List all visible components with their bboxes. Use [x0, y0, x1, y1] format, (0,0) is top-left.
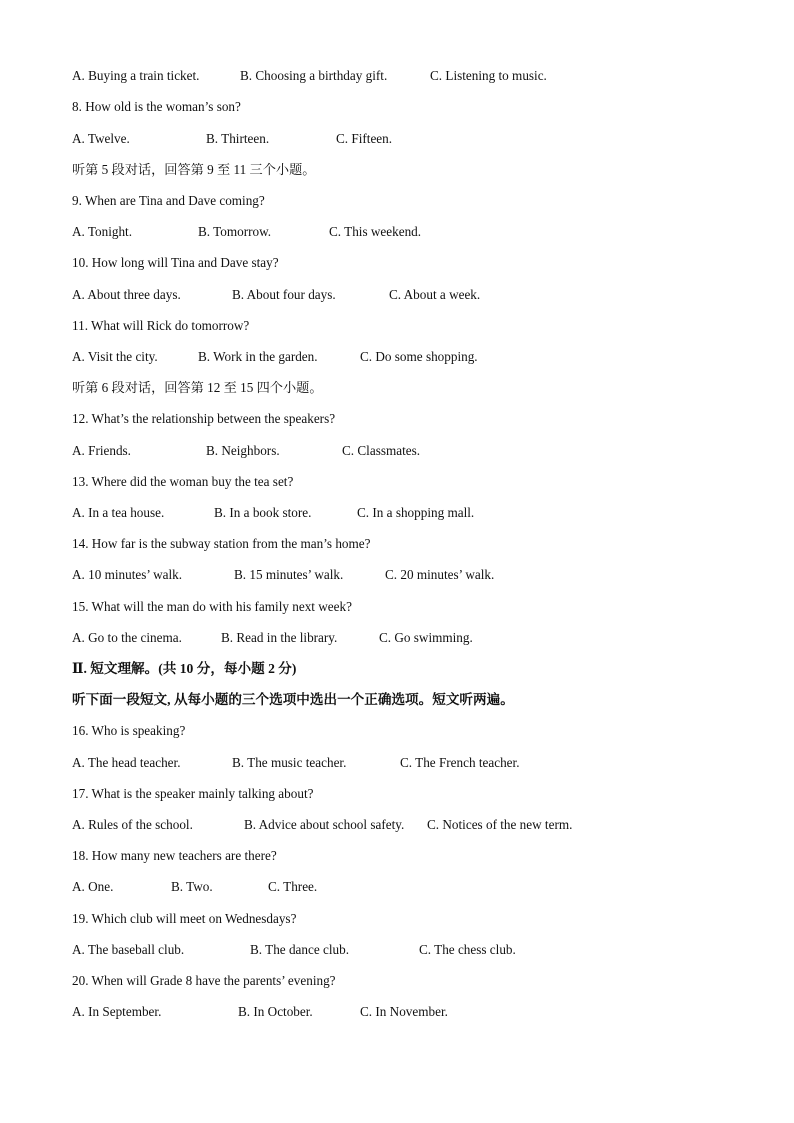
question-text: 18. How many new teachers are there? — [72, 848, 277, 863]
answer-option: A. Buying a train ticket. — [72, 68, 200, 83]
answer-option: C. The chess club. — [419, 942, 516, 957]
question-text: 9. When are Tina and Dave coming? — [72, 193, 265, 208]
answer-option: B. Read in the library. — [221, 630, 338, 645]
answer-option: B. Two. — [171, 879, 213, 894]
answer-option: B. In a book store. — [214, 505, 312, 520]
answer-option: B. Neighbors. — [206, 443, 280, 458]
answer-option: A. Twelve. — [72, 131, 130, 146]
answer-option: A. Friends. — [72, 443, 131, 458]
answer-option: A. 10 minutes’ walk. — [72, 567, 183, 582]
answer-option: C. Notices of the new term. — [427, 817, 573, 832]
question-text: 20. When will Grade 8 have the parents’ evening? — [72, 973, 336, 988]
answer-option: A. Visit the city. — [72, 349, 158, 364]
question-text: 10. How long will Tina and Dave stay? — [72, 255, 279, 270]
question-text: 8. How old is the woman’s son? — [72, 99, 241, 114]
question-text: 16. Who is speaking? — [72, 723, 186, 738]
answer-option: C. This weekend. — [329, 224, 422, 239]
answer-option: A. In a tea house. — [72, 505, 165, 520]
answer-option: B. In October. — [238, 1004, 313, 1019]
question-text: 19. Which club will meet on Wednesdays? — [72, 911, 297, 926]
question-text: 14. How far is the subway station from the man’s home? — [72, 536, 371, 551]
answer-option: B. Thirteen. — [206, 131, 270, 146]
question-text: 15. What will the man do with his family next week? — [72, 599, 352, 614]
answer-option: B. Choosing a birthday gift. — [240, 68, 388, 83]
answer-option: C. In November. — [360, 1004, 448, 1019]
answer-option: C. The French teacher. — [400, 755, 520, 770]
answer-option: A. One. — [72, 879, 114, 894]
answer-option: A. About three days. — [72, 287, 181, 302]
question-text: 12. What’s the relationship between the speakers? — [72, 411, 336, 426]
answer-option: A. Go to the cinema. — [72, 630, 182, 645]
answer-option: C. In a shopping mall. — [357, 505, 475, 520]
answer-option: A. The baseball club. — [72, 942, 185, 957]
answer-option: A. Tonight. — [72, 224, 133, 239]
answer-option: C. 20 minutes’ walk. — [385, 567, 495, 582]
answer-option: C. Classmates. — [342, 443, 421, 458]
answer-option: C. Do some shopping. — [360, 349, 478, 364]
answer-option: B. Advice about school safety. — [244, 817, 405, 832]
answer-option: A. The head teacher. — [72, 755, 181, 770]
answer-option: A. In September. — [72, 1004, 162, 1019]
question-text: 13. Where did the woman buy the tea set? — [72, 474, 294, 489]
answer-option: C. Fifteen. — [336, 131, 393, 146]
answer-option: B. 15 minutes’ walk. — [234, 567, 344, 582]
section-heading: Ⅱ. 短文理解。(共 10 分，每小题 2 分) — [72, 661, 297, 676]
answer-option: C. Three. — [268, 879, 318, 894]
answer-option: C. Go swimming. — [379, 630, 473, 645]
answer-option: B. Work in the garden. — [198, 349, 318, 364]
answer-option: B. About four days. — [232, 287, 336, 302]
answer-option: C. About a week. — [389, 287, 481, 302]
answer-option: B. Tomorrow. — [198, 224, 272, 239]
question-text: 17. What is the speaker mainly talking about? — [72, 786, 314, 801]
instruction-text: 听第 6 段对话，回答第 12 至 15 四个小题。 — [72, 380, 323, 395]
instruction-text: 听第 5 段对话，回答第 9 至 11 三个小题。 — [72, 162, 316, 177]
answer-option: B. The music teacher. — [232, 755, 347, 770]
answer-option: A. Rules of the school. — [72, 817, 193, 832]
section-heading: 听下面一段短文, 从每小题的三个选项中选出一个正确选项。短文听两遍。 — [72, 692, 514, 707]
answer-option: C. Listening to music. — [430, 68, 547, 83]
answer-option: B. The dance club. — [250, 942, 349, 957]
question-text: 11. What will Rick do tomorrow? — [72, 318, 250, 333]
